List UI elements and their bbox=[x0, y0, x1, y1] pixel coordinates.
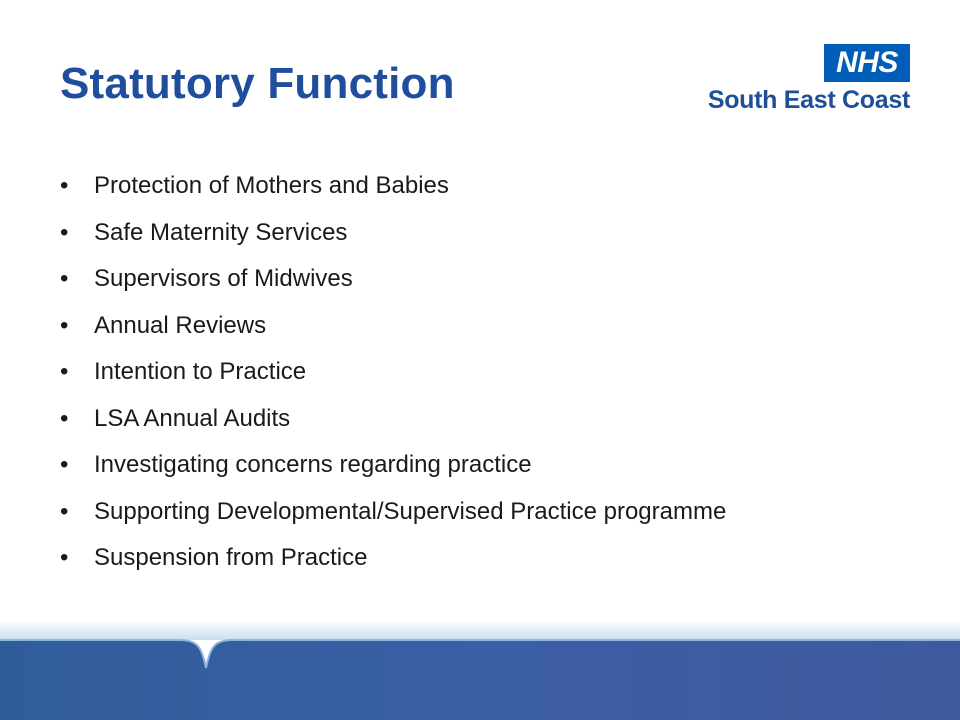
nhs-logo-mark: NHS bbox=[824, 44, 910, 82]
bullet-item bbox=[60, 405, 920, 433]
bullet-icon: • bbox=[60, 311, 69, 339]
footer-wave-band bbox=[0, 620, 960, 720]
bullet-text: Suspension from Practice bbox=[94, 544, 368, 571]
bullet-icon: • bbox=[60, 218, 69, 246]
bullet-item bbox=[60, 498, 920, 526]
bullet-icon: • bbox=[60, 544, 69, 571]
nhs-logo-region: South East Coast bbox=[707, 86, 910, 114]
nhs-logo bbox=[690, 44, 920, 124]
bullet-text: Supporting Developmental/Supervised Practice programme bbox=[94, 497, 727, 525]
bullet-icon: • bbox=[60, 265, 69, 292]
footer-blue-band bbox=[0, 640, 960, 720]
bullet-text: Annual Reviews bbox=[94, 311, 267, 339]
bullet-item bbox=[60, 358, 920, 386]
bullet-icon: • bbox=[60, 172, 69, 199]
bullet-item bbox=[60, 544, 920, 572]
bullet-icon: • bbox=[60, 404, 69, 432]
bullet-text: Intention to Practice bbox=[94, 358, 307, 385]
bullet-icon: • bbox=[60, 358, 69, 385]
bullet-text: Supervisors of Midwives bbox=[94, 265, 353, 292]
bullet-item bbox=[60, 172, 920, 200]
bullet-text: LSA Annual Audits bbox=[94, 404, 291, 432]
bullet-icon: • bbox=[60, 451, 69, 478]
bullet-list bbox=[60, 172, 920, 591]
bullet-item bbox=[60, 312, 920, 340]
bullet-text: Protection of Mothers and Babies bbox=[94, 172, 449, 199]
bullet-item bbox=[60, 219, 920, 247]
slide-title: Statutory Function bbox=[60, 59, 455, 108]
footer-light-strip bbox=[0, 620, 960, 640]
bullet-item bbox=[60, 265, 920, 293]
bullet-text: Safe Maternity Services bbox=[94, 218, 348, 246]
bullet-icon: • bbox=[60, 497, 69, 525]
bullet-item bbox=[60, 451, 920, 479]
bullet-text: Investigating concerns regarding practice bbox=[94, 451, 532, 478]
